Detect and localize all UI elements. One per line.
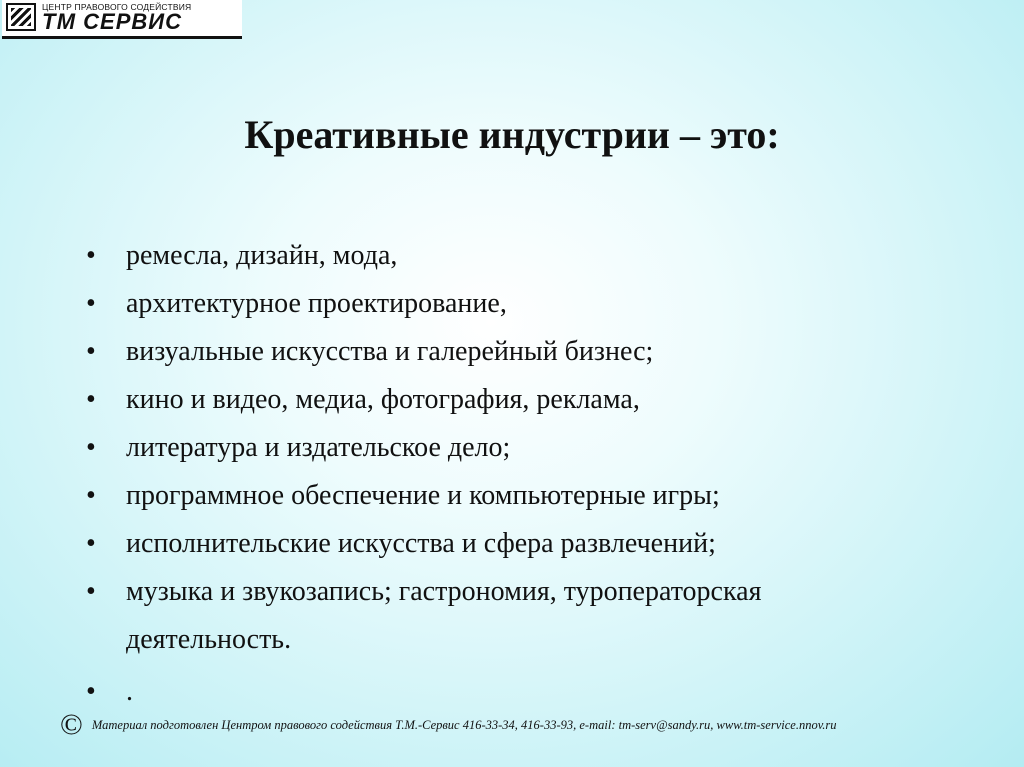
slide-title: Креативные индустрии – это:	[244, 112, 780, 157]
list-item	[86, 280, 761, 328]
list-item-text: программное обеспечение и компьютерные игры;	[126, 480, 720, 511]
list-item-continuation: деятельность.	[126, 624, 292, 655]
list-item	[86, 520, 761, 568]
list-item-text: ремесла, дизайн, мода,	[126, 240, 398, 271]
list-item-text: .	[126, 676, 133, 707]
list-item	[86, 568, 761, 664]
footer	[60, 708, 837, 741]
list-item	[86, 472, 761, 520]
logo-subtitle: ЦЕНТР ПРАВОВОГО СОДЕЙСТВИЯ	[42, 2, 192, 12]
tm-service-logo	[2, 0, 242, 39]
list-item-text: музыка и звукозапись; гастрономия, туроператорская	[126, 576, 762, 607]
list-item	[86, 328, 761, 376]
bullet-icon: •	[86, 528, 96, 559]
bullet-icon: •	[86, 240, 96, 271]
list-item	[86, 424, 761, 472]
bullet-icon: •	[86, 336, 96, 367]
list-item-text: визуальные искусства и галерейный бизнес;	[126, 336, 654, 367]
list-item	[86, 232, 761, 280]
list-item	[86, 376, 761, 424]
bullet-icon: •	[86, 384, 96, 415]
footer-credits: Материал подготовлен Центром правового содействия Т.М.-Сервис 416-33-34, 416-33-93, e-mail: tm-serv@sandy.ru, www.tm-service.nnov.ru	[91, 718, 837, 733]
logo-emblem-icon	[6, 3, 36, 31]
list-item-text: литература и издательское дело;	[126, 432, 511, 463]
industries-list	[86, 232, 761, 716]
bullet-icon: •	[86, 432, 96, 463]
bullet-icon: •	[86, 480, 96, 511]
logo-name: ТМ СЕРВИС	[42, 9, 182, 34]
bullet-icon: •	[86, 288, 96, 319]
list-item-text: архитектурное проектирование,	[126, 288, 507, 319]
bullet-icon: •	[86, 576, 96, 607]
bullet-icon: •	[86, 676, 96, 707]
copyright-icon: ©	[60, 708, 83, 742]
list-item-text: исполнительские искусства и сфера развлечений;	[126, 528, 716, 559]
list-item-text: кино и видео, медиа, фотография, реклама,	[126, 384, 640, 415]
